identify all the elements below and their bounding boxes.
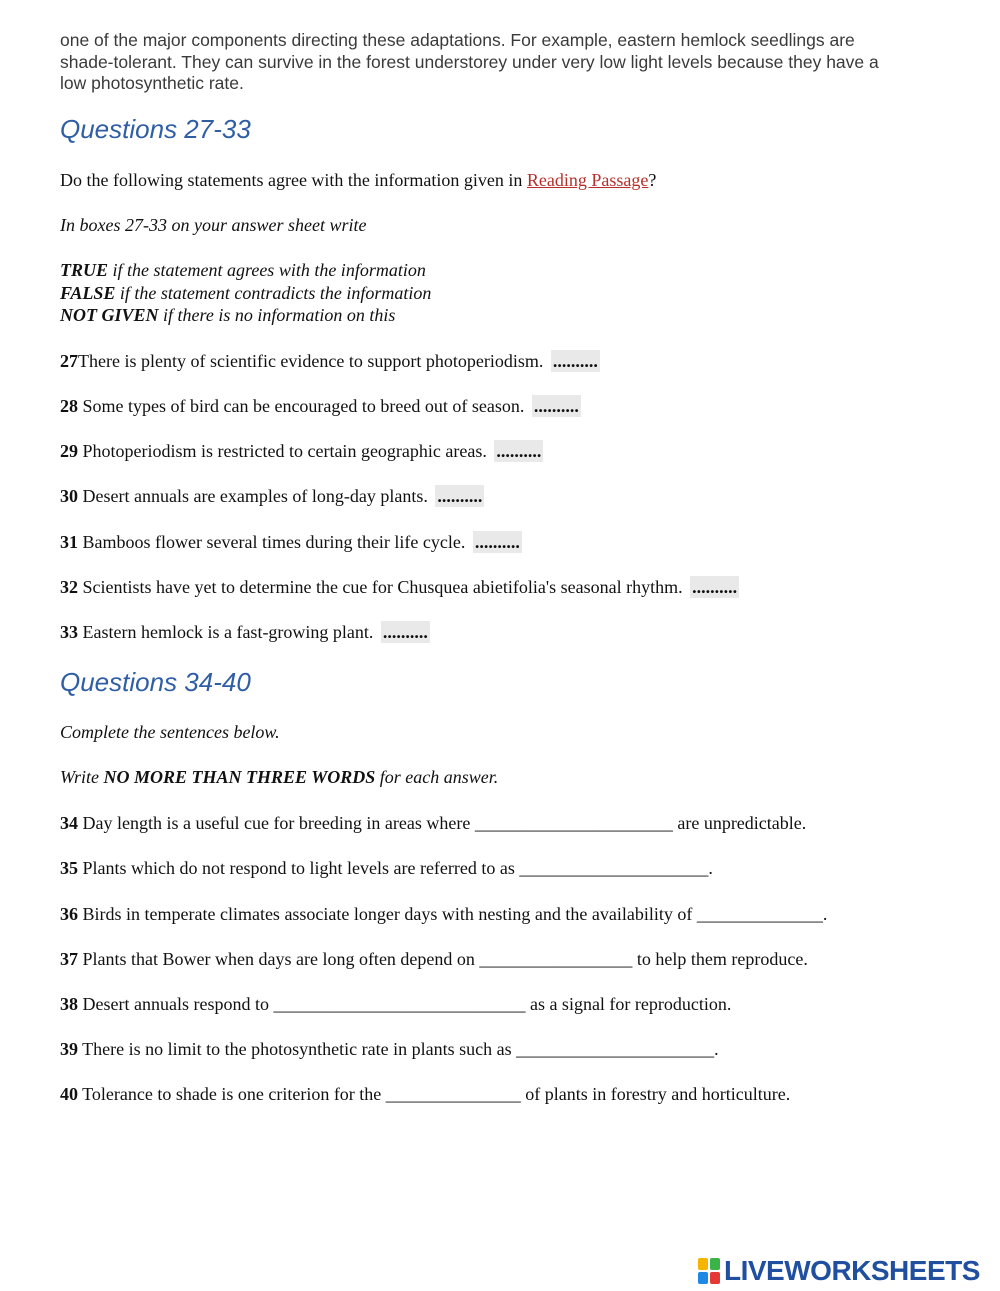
- reading-passage-link[interactable]: Reading Passage: [526, 170, 649, 190]
- option-not-given: NOT GIVEN if there is no information on this: [60, 305, 396, 325]
- blank-36[interactable]: ______________: [696, 904, 823, 924]
- question-27: 27There is plenty of scientific evidence to support photoperiodism. ..........: [60, 351, 598, 371]
- answer-field-30[interactable]: ..........: [437, 486, 483, 506]
- blank-39[interactable]: ______________________: [516, 1039, 715, 1059]
- blank-34[interactable]: ______________________: [474, 813, 673, 833]
- question-38: 38 Desert annuals respond to ____________________________ as a signal for reproduction.: [60, 994, 732, 1014]
- question-36: 36 Birds in temperate climates associate longer days with nesting and the availability of ______________.: [60, 904, 828, 924]
- question-37: 37 Plants that Bower when days are long often depend on _________________ to help them reproduce.: [60, 949, 808, 969]
- answer-field-32[interactable]: ..........: [692, 577, 738, 597]
- instructions: Do the following statements agree with the information given in Reading Passage?: [60, 170, 657, 190]
- option-true: TRUE if the statement agrees with the information: [60, 260, 426, 280]
- option-false: FALSE if the statement contradicts the information: [60, 283, 432, 303]
- question-30: 30 Desert annuals are examples of long-day plants. ..........: [60, 486, 483, 506]
- section-heading-27-33: Questions 27-33: [60, 114, 251, 144]
- logo-blocks-icon: [698, 1258, 720, 1284]
- answer-field-29[interactable]: ..........: [496, 441, 542, 461]
- question-29: 29 Photoperiodism is restricted to certain geographic areas. ..........: [60, 441, 542, 461]
- question-28: 28 Some types of bird can be encouraged to breed out of season. ..........: [60, 396, 579, 416]
- complete-instruction: Complete the sentences below.: [60, 722, 280, 742]
- intro-line: one of the major components directing these adaptations. For example, eastern hemlock seedlings are: [60, 30, 855, 50]
- word-limit-instruction: Write NO MORE THAN THREE WORDS for each answer.: [60, 767, 499, 787]
- question-32: 32 Scientists have yet to determine the cue for Chusquea abietifolia's seasonal rhythm. ..........: [60, 577, 738, 597]
- question-39: 39 There is no limit to the photosynthetic rate in plants such as ______________________.: [60, 1039, 719, 1059]
- answer-field-33[interactable]: ..........: [382, 622, 428, 642]
- intro-line: low photosynthetic rate.: [60, 73, 244, 93]
- question-40: 40 Tolerance to shade is one criterion for the _______________ of plants in forestry and horticulture.: [60, 1084, 791, 1104]
- blank-40[interactable]: _______________: [385, 1084, 521, 1104]
- section-heading-34-40: Questions 34-40: [60, 667, 251, 697]
- answer-field-31[interactable]: ..........: [474, 532, 520, 552]
- blank-38[interactable]: ____________________________: [273, 994, 526, 1014]
- answer-field-27[interactable]: ..........: [552, 351, 598, 371]
- intro-paragraph: [60, 30, 945, 95]
- answer-field-28[interactable]: ..........: [533, 396, 579, 416]
- blank-35[interactable]: _____________________: [519, 858, 709, 878]
- question-33: 33 Eastern hemlock is a fast-growing plant. ..........: [60, 622, 428, 642]
- answer-sheet-instruction: In boxes 27-33 on your answer sheet write: [60, 215, 367, 235]
- intro-line: shade-tolerant. They can survive in the forest understorey under very low light levels because they have a: [60, 51, 879, 72]
- liveworksheets-logo[interactable]: [698, 1257, 980, 1285]
- question-31: 31 Bamboos flower several times during their life cycle. ..........: [60, 532, 520, 552]
- question-35: 35 Plants which do not respond to light levels are referred to as _____________________.: [60, 858, 713, 878]
- question-34: 34 Day length is a useful cue for breeding in areas where ______________________ are unpredictable.: [60, 813, 807, 833]
- blank-37[interactable]: _________________: [479, 949, 633, 969]
- logo-text: LIVEWORKSHEETS: [724, 1255, 980, 1286]
